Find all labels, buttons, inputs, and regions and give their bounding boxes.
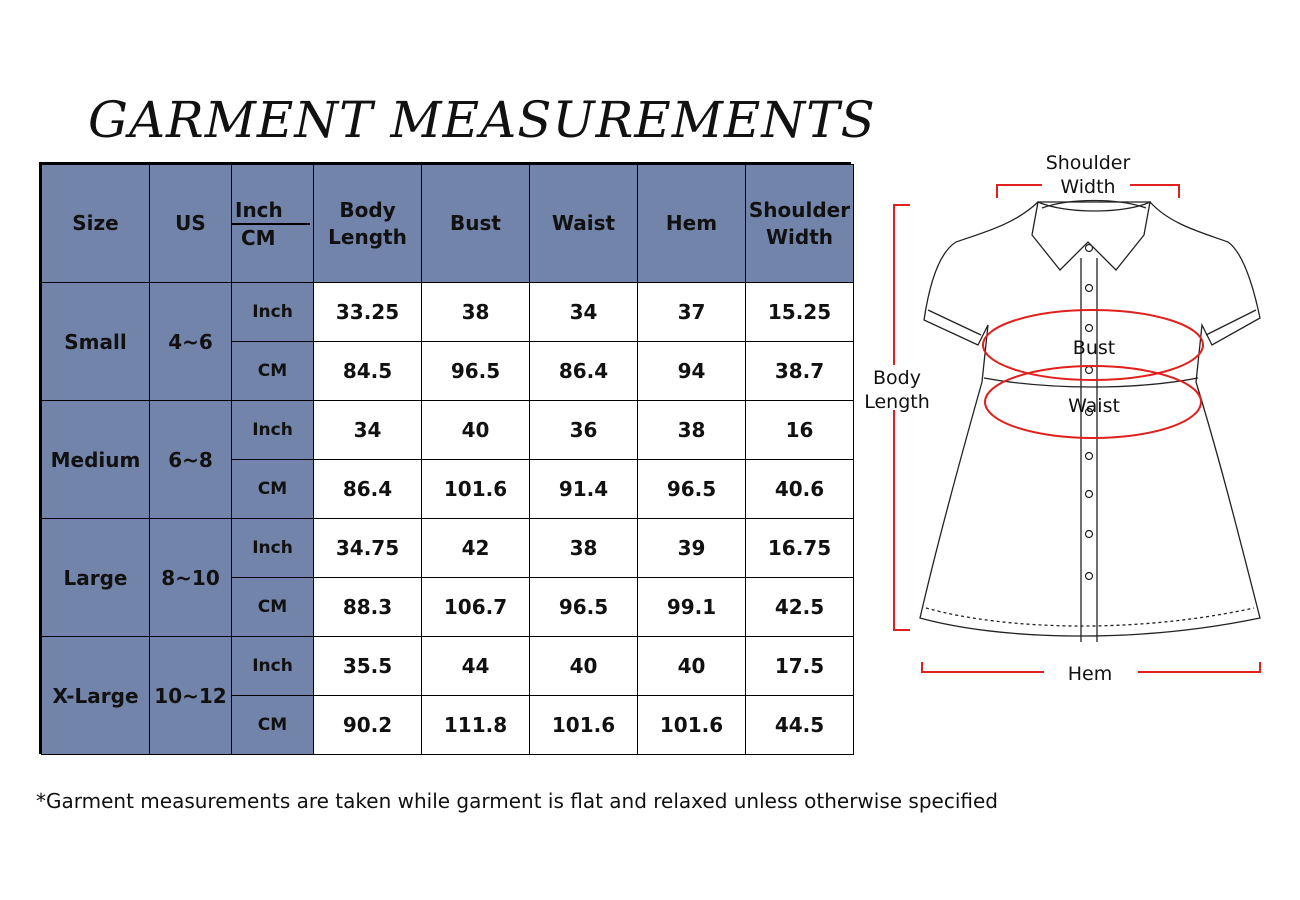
hem-stitch bbox=[926, 608, 1254, 626]
header-unit bbox=[232, 165, 314, 283]
body-length-value: 86.4 bbox=[314, 460, 422, 519]
header-shoulder-width-line1: Shoulder bbox=[748, 197, 851, 222]
size-name: Large bbox=[42, 519, 150, 637]
shoulder-width-value: 16.75 bbox=[746, 519, 854, 578]
button-icon bbox=[1086, 245, 1093, 252]
waist-value: 96.5 bbox=[530, 578, 638, 637]
body-length-value: 35.5 bbox=[314, 637, 422, 696]
bust-value: 44 bbox=[422, 637, 530, 696]
waist-value: 91.4 bbox=[530, 460, 638, 519]
hem-value: 37 bbox=[638, 283, 746, 342]
body-length-label-line1: Body bbox=[873, 367, 921, 389]
unit-label: Inch bbox=[232, 283, 314, 342]
hem-value: 99.1 bbox=[638, 578, 746, 637]
us-size: 8~10 bbox=[150, 519, 232, 637]
header-waist: Waist bbox=[530, 165, 638, 283]
shoulder-width-label-line2: Width bbox=[1060, 176, 1116, 198]
collar bbox=[1032, 202, 1150, 270]
hem-value: 40 bbox=[638, 637, 746, 696]
header-hem: Hem bbox=[638, 165, 746, 283]
header-body-length-line2: Length bbox=[328, 224, 407, 249]
body-length-label-line2: Length bbox=[864, 391, 930, 413]
header-size: Size bbox=[42, 165, 150, 283]
waist-value: 38 bbox=[530, 519, 638, 578]
size-name: Small bbox=[42, 283, 150, 401]
shoulder-width-bracket-right bbox=[1130, 185, 1179, 198]
body-length-value: 34.75 bbox=[314, 519, 422, 578]
hem-value: 38 bbox=[638, 401, 746, 460]
button-icon bbox=[1086, 325, 1093, 332]
header-unit-cm: CM bbox=[241, 226, 276, 250]
us-size: 10~12 bbox=[150, 637, 232, 755]
shoulder-width-value: 38.7 bbox=[746, 342, 854, 401]
waist-value: 36 bbox=[530, 401, 638, 460]
hem-bracket-right bbox=[1138, 662, 1260, 672]
unit-label: Inch bbox=[232, 637, 314, 696]
shoulder-width-value: 40.6 bbox=[746, 460, 854, 519]
shoulder-width-bracket-left bbox=[997, 185, 1042, 198]
hem-value: 39 bbox=[638, 519, 746, 578]
unit-label: CM bbox=[232, 696, 314, 755]
waist-value: 101.6 bbox=[530, 696, 638, 755]
header-us: US bbox=[150, 165, 232, 283]
unit-label: Inch bbox=[232, 401, 314, 460]
bust-value: 42 bbox=[422, 519, 530, 578]
header-bust: Bust bbox=[422, 165, 530, 283]
shoulder-width-label-line1: Shoulder bbox=[1045, 152, 1131, 174]
header-row bbox=[42, 165, 854, 283]
header-shoulder-width-line2: Width bbox=[765, 224, 834, 249]
measurements-table bbox=[41, 164, 854, 755]
body-length-value: 88.3 bbox=[314, 578, 422, 637]
bust-value: 111.8 bbox=[422, 696, 530, 755]
size-name: Medium bbox=[42, 401, 150, 519]
shoulder-width-value: 16 bbox=[746, 401, 854, 460]
bust-value: 40 bbox=[422, 401, 530, 460]
bust-value: 38 bbox=[422, 283, 530, 342]
table-row bbox=[42, 637, 854, 696]
shoulder-width-value: 44.5 bbox=[746, 696, 854, 755]
hem-value: 101.6 bbox=[638, 696, 746, 755]
bust-value: 96.5 bbox=[422, 342, 530, 401]
body-length-value: 90.2 bbox=[314, 696, 422, 755]
table-row bbox=[42, 283, 854, 342]
garment-diagram bbox=[860, 140, 1280, 700]
body-length-value: 33.25 bbox=[314, 283, 422, 342]
button-icon bbox=[1086, 573, 1093, 580]
hem-value: 94 bbox=[638, 342, 746, 401]
header-body-length bbox=[314, 165, 422, 283]
dress-body-outline bbox=[920, 202, 1260, 636]
us-size: 4~6 bbox=[150, 283, 232, 401]
unit-label: CM bbox=[232, 578, 314, 637]
bust-label: Bust bbox=[1072, 337, 1116, 359]
size-chart-table bbox=[39, 162, 851, 754]
unit-label: CM bbox=[232, 342, 314, 401]
waist-value: 86.4 bbox=[530, 342, 638, 401]
waist-value: 40 bbox=[530, 637, 638, 696]
hem-label: Hem bbox=[1067, 663, 1113, 685]
table-row bbox=[42, 401, 854, 460]
sleeve-cuff-right bbox=[1206, 310, 1256, 335]
waist-label: Waist bbox=[1068, 395, 1120, 417]
hem-value: 96.5 bbox=[638, 460, 746, 519]
page-title: GARMENT MEASUREMENTS bbox=[88, 91, 876, 149]
unit-label: Inch bbox=[232, 519, 314, 578]
bust-value: 101.6 bbox=[422, 460, 530, 519]
button-icon bbox=[1086, 453, 1093, 460]
unit-label: CM bbox=[232, 460, 314, 519]
header-shoulder-width bbox=[746, 165, 854, 283]
button-icon bbox=[1086, 491, 1093, 498]
shoulder-width-value: 42.5 bbox=[746, 578, 854, 637]
size-name: X-Large bbox=[42, 637, 150, 755]
body-length-bracket-bottom bbox=[894, 410, 910, 630]
shoulder-width-value: 15.25 bbox=[746, 283, 854, 342]
bust-value: 106.7 bbox=[422, 578, 530, 637]
button-icon bbox=[1086, 367, 1093, 374]
table-row bbox=[42, 519, 854, 578]
shoulder-width-value: 17.5 bbox=[746, 637, 854, 696]
footnote: *Garment measurements are taken while garment is flat and relaxed unless otherwise specified bbox=[36, 789, 999, 813]
hem-bracket-left bbox=[922, 662, 1044, 672]
waist-value: 34 bbox=[530, 283, 638, 342]
body-length-value: 84.5 bbox=[314, 342, 422, 401]
measurement-guides bbox=[894, 185, 1260, 672]
sleeve-cuff-left bbox=[928, 310, 981, 335]
header-unit-inch: Inch bbox=[235, 198, 283, 222]
button-icon bbox=[1086, 531, 1093, 538]
button-icon bbox=[1086, 285, 1093, 292]
body-length-bracket-top bbox=[894, 205, 910, 365]
body-length-value: 34 bbox=[314, 401, 422, 460]
us-size: 6~8 bbox=[150, 401, 232, 519]
header-body-length-line1: Body bbox=[339, 197, 396, 222]
